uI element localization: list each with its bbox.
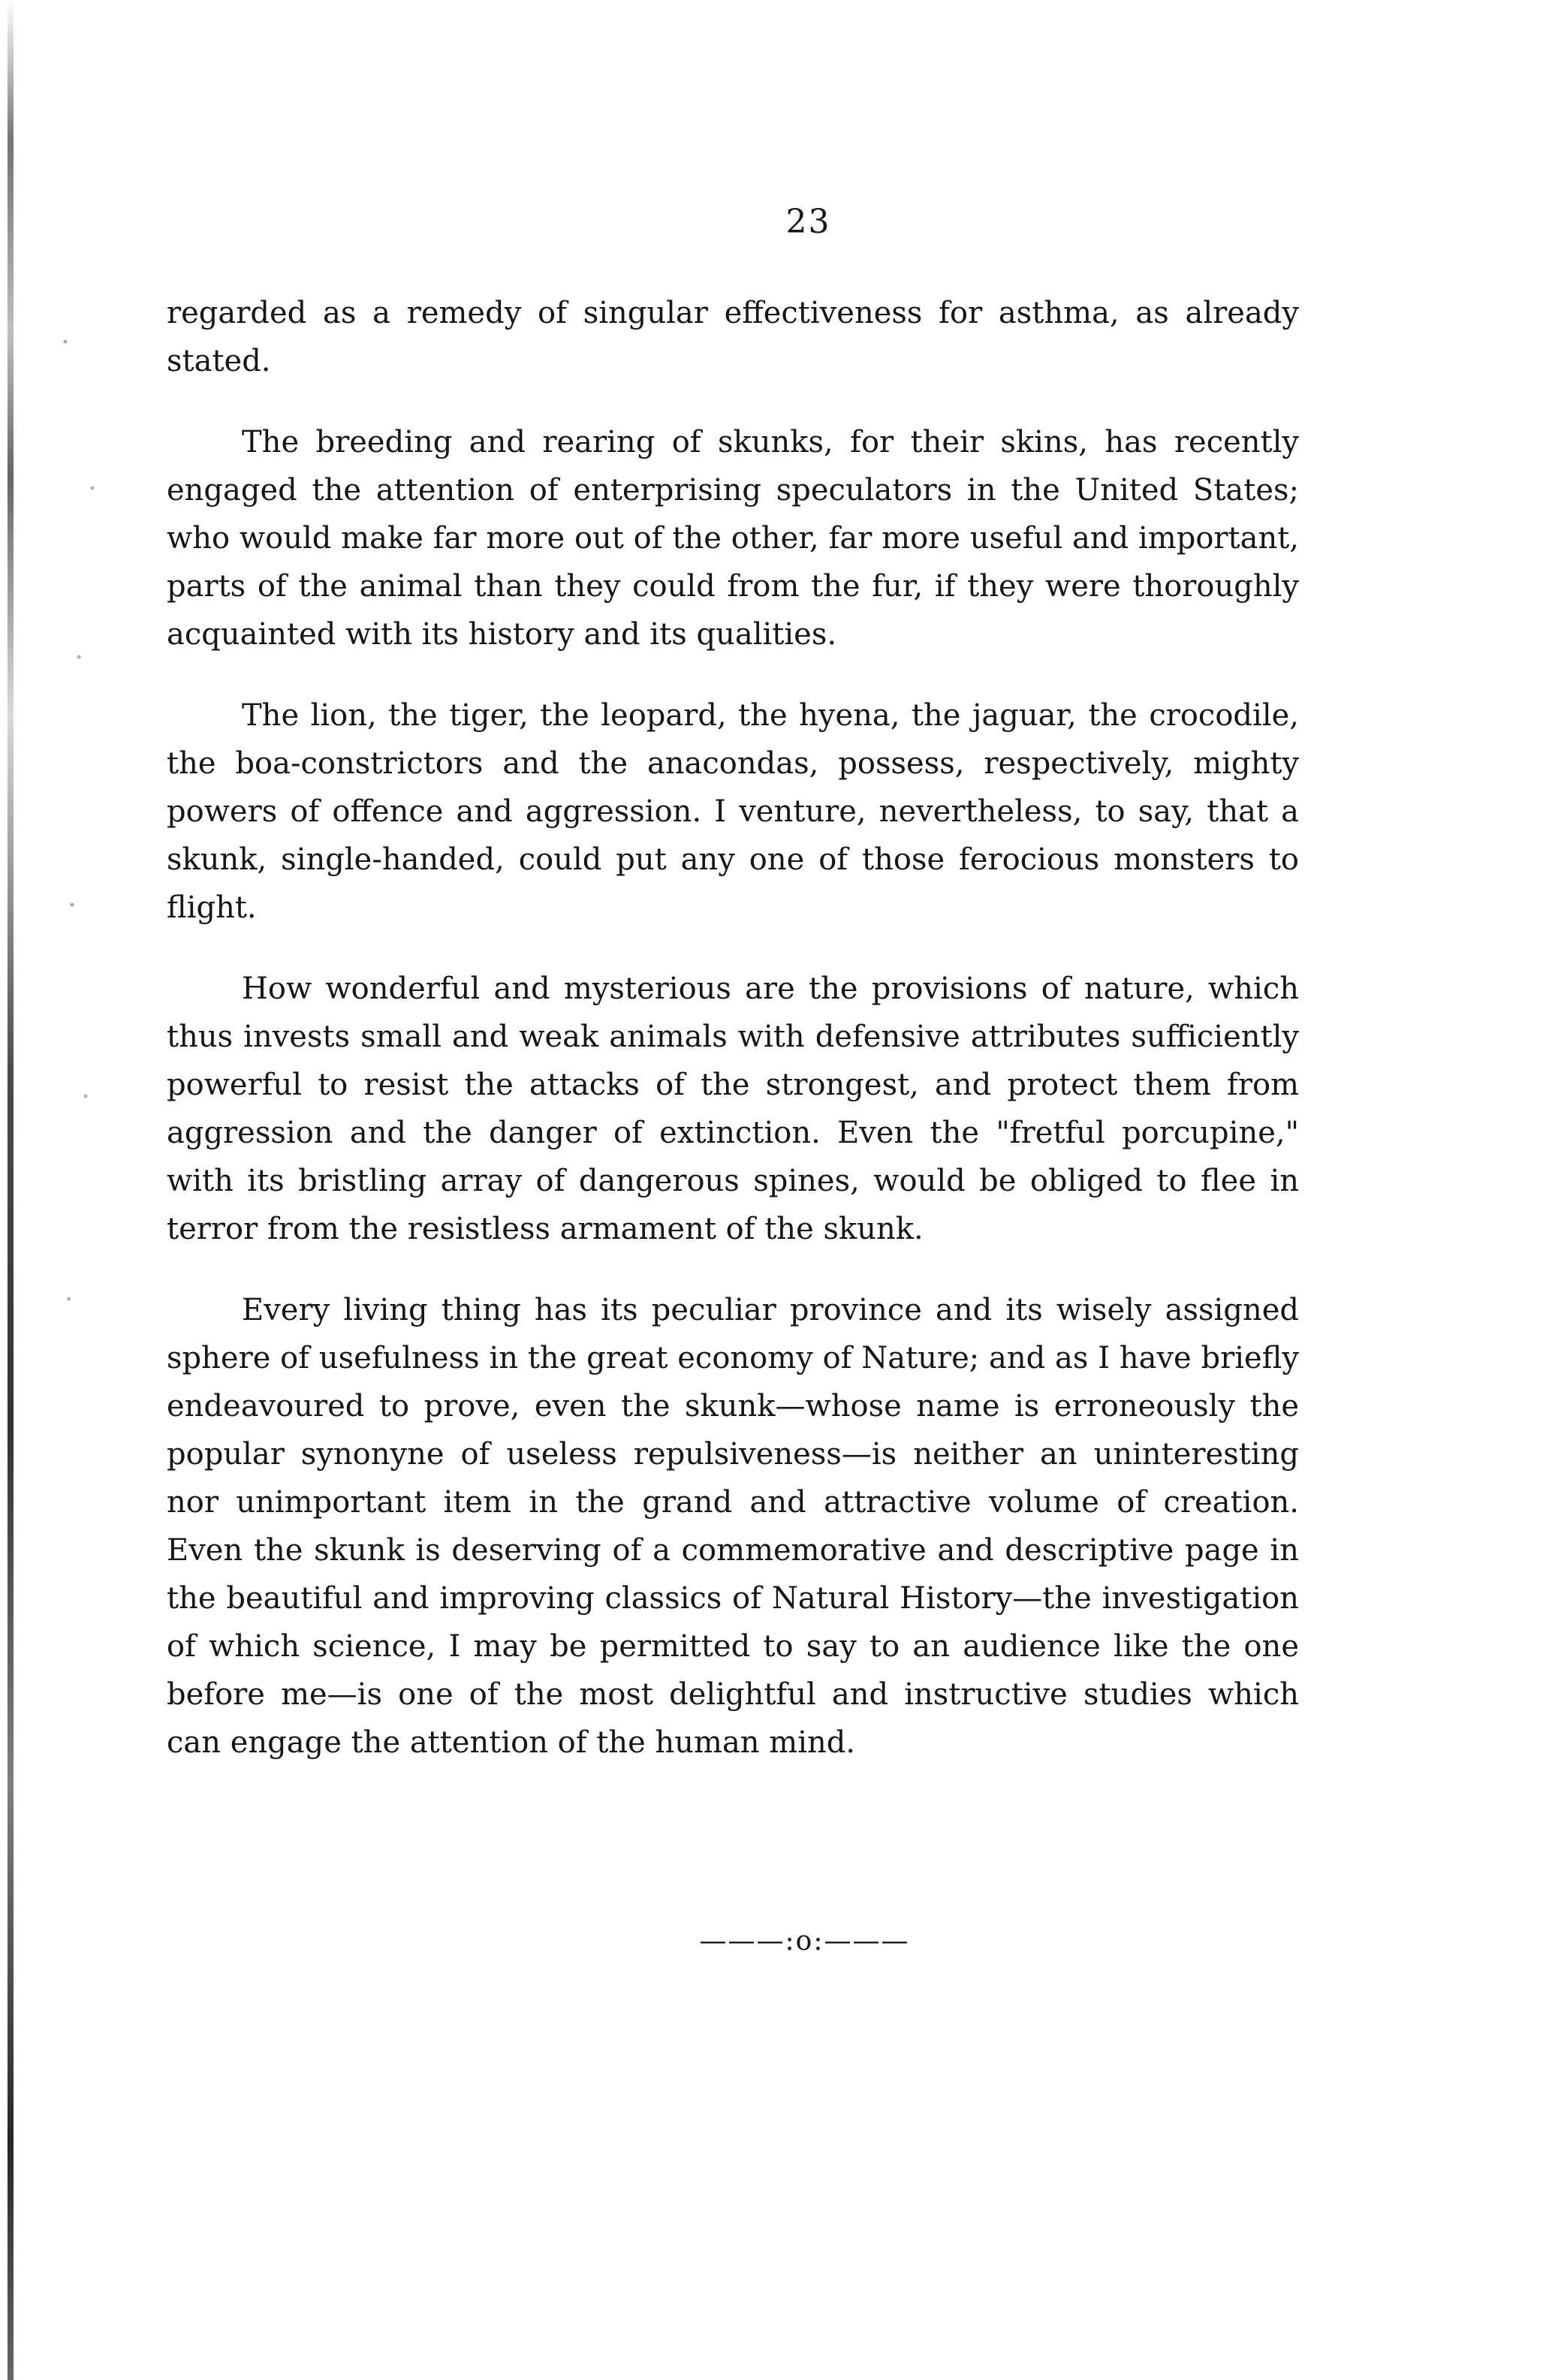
- paragraph-provisions-of-nature: How wonderful and mysterious are the provisions of nature, which thus invests small and weak animals with defensive attributes sufficiently powerful to resist the attacks of the strongest, and protect them from aggression and the danger of extinction. Even the "fretful porcupine," with its bristling array of dangerous spines, would be obliged to flee in terror from the resistless armament of the skunk.: [167, 972, 1299, 1246]
- paragraph-conclusion: Every living thing has its peculiar province and its wisely assigned sphere of usefulness in the great economy of Nature; and as I have briefly endeavoured to prove, even the skunk—whose name is erroneously the popular synonyne of useless repulsiveness—is neither an uninteresting nor unimportant item in the grand and attractive volume of creation. Even the skunk is deserving of a commemorative and descriptive page in the beautiful and improving classics of Natural History—the investigation of which science, I may be permitted to say to an audience like the one before me—is one of the most delightful and instructive studies which can engage the attention of the human mind.: [167, 1293, 1299, 1760]
- paragraph-ferocious-monsters: The lion, the tiger, the leopard, the hyena, the jaguar, the crocodile, the boa-constrictors and the anacondas, possess, respectively, mighty powers of offence and aggression. I venture, nevertheless, to say, that a skunk, single-handed, could put any one of those ferocious monsters to flight.: [167, 698, 1299, 925]
- paragraph-continuation: regarded as a remedy of singular effectiveness for asthma, as already stated.: [167, 296, 1299, 378]
- page-number: 23: [785, 203, 831, 241]
- end-ornament: ———:o:———: [699, 1926, 910, 1957]
- paragraph-skunk-breeding: The breeding and rearing of skunks, for their skins, has recently engaged the attention of enterprising speculators in the United States; who would make far more out of the other, far more useful and important, parts of the animal than they could from the fur, if they were thoroughly acquainted with its history and its qualities.: [167, 425, 1299, 652]
- binding-edge: [8, 0, 14, 2380]
- body-text: [167, 289, 1299, 1767]
- scan-specks: [45, 285, 113, 1411]
